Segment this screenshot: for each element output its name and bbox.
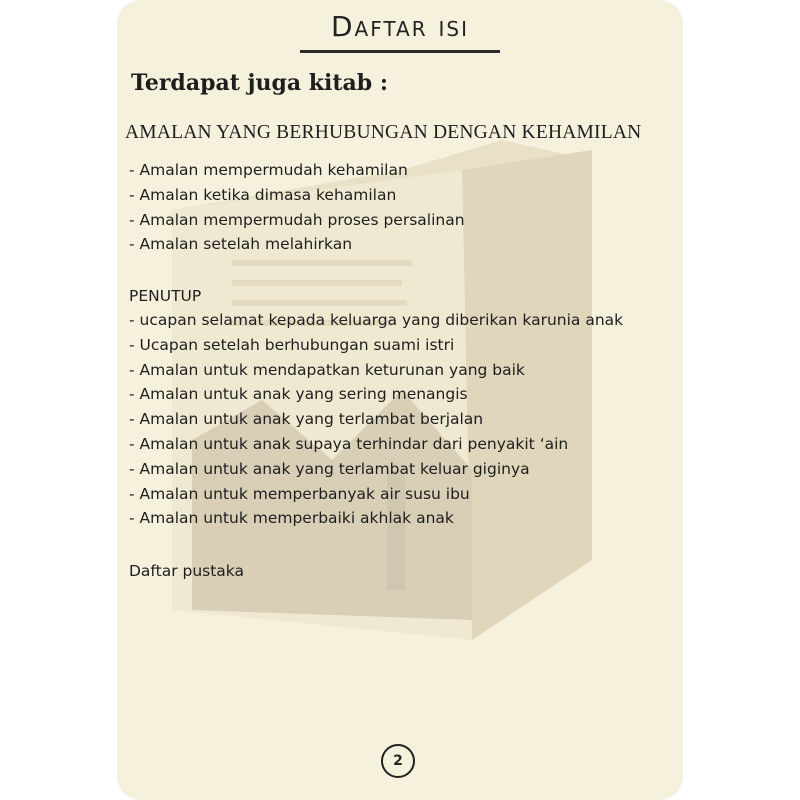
list-item: - Amalan untuk anak yang sering menangis [129,385,468,404]
list-item: - Amalan mempermudah proses persalinan [129,210,465,229]
kehamilan-list [129,158,465,257]
penutup-heading: PENUTUP [129,287,202,305]
list-item: - Amalan mempermudah kehamilan [129,161,408,179]
list-item: - Amalan untuk memperbaiki akhlak anak [129,509,454,528]
list-item: - Amalan untuk mendapatkan keturunan yang baik [129,360,525,379]
list-item: - Amalan untuk anak supaya terhindar dari penyakit ‘ain [129,434,569,453]
penutup-list [129,308,623,531]
daftar-pustaka: Daftar pustaka [129,562,245,580]
list-item: - ucapan selamat kepada keluarga yang diberikan karunia anak [129,311,624,329]
page-title: Daftar isi [330,10,470,43]
list-item: - Amalan untuk anak yang terlambat keluar giginya [129,459,530,478]
subheading: Terdapat juga kitab : [131,70,388,96]
page-number: 2 [381,744,415,778]
list-item: - Amalan ketika dimasa kehamilan [129,185,397,204]
list-item: - Amalan untuk memperbanyak air susu ibu [129,484,470,503]
list-item: - Ucapan setelah berhubungan suami istri [129,335,455,354]
section-title: AMALAN YANG BERHUBUNGAN DENGAN KEHAMILAN [125,122,642,143]
list-item: - Amalan setelah melahirkan [129,235,353,254]
document-page [117,0,683,800]
list-item: - Amalan untuk anak yang terlambat berjalan [129,410,484,429]
title-underline [300,50,500,53]
